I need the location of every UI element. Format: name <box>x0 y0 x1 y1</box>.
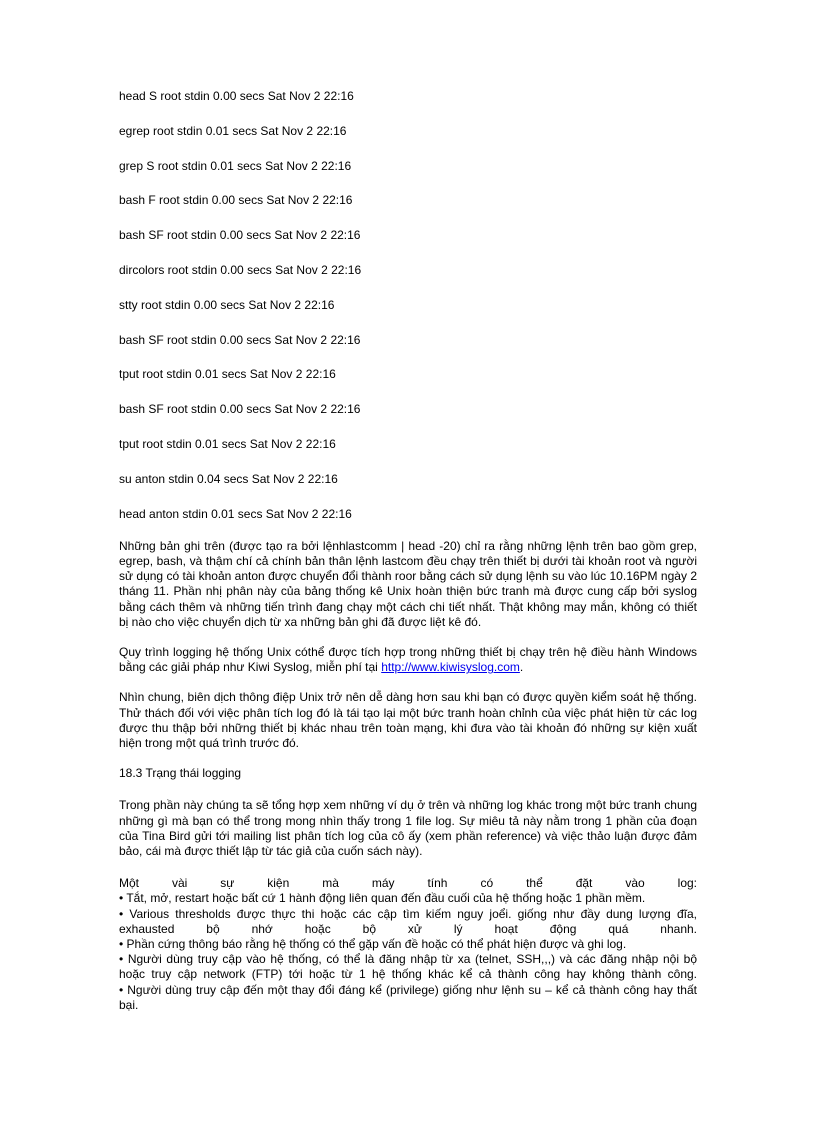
log-line: su anton stdin 0.04 secs Sat Nov 2 22:16 <box>119 471 338 486</box>
paragraph-kiwi-text: Quy trình logging hệ thống Unix cóthể được tích hợp trong những thiết bị chạy trên hệ điều hành Windows bằng các giải pháp như Kiwi Syslog, miễn phí tại <box>119 644 697 675</box>
log-line: bash SF root stdin 0.00 secs Sat Nov 2 22:16 <box>119 332 361 347</box>
log-line: bash F root stdin 0.00 secs Sat Nov 2 22:16 <box>119 193 353 208</box>
paragraph-kiwi-syslog <box>119 645 697 675</box>
paragraph-lastcomm: Những bản ghi trên (được tạo ra bởi lệnhlastcomm | head -20) chỉ ra rằng những lệnh trên bao gồm grep, egrep, bash, và thậm chí cả chính bản thân lệnh lastcom đều chạy trên thiết bị dưới tài khoản root và người sử dụng có tài khoản anton được chuyển đổi thành roor bằng cách sử dụng lệnh su vào lúc 10.16PM ngày 2 tháng 11. Phần nhị phân này của bảng thống kê Unix hoàn thiện bức tranh mà được cung cấp bởi syslog bằng cách thêm và những tiến trình đang chạy một cách chi tiết nhất. Thật không may mắn, không có thiết bị nào cho việc chuyển dịch từ xa những bản ghi đã được liệt kê đó. <box>119 538 697 629</box>
events-intro: Một vài sự kiện mà máy tính có thể đặt vào log: <box>119 876 697 891</box>
list-item: • Người dùng truy cập đến một thay đổi đáng kể (privilege) giống như lệnh su – kể cả thành công hay thất bại. <box>119 982 697 1012</box>
log-line: bash SF root stdin 0.00 secs Sat Nov 2 22:16 <box>119 228 361 243</box>
events-list <box>119 876 697 1013</box>
section-heading: 18.3 Trạng thái logging <box>119 766 242 781</box>
log-line: tput root stdin 0.01 secs Sat Nov 2 22:16 <box>119 436 336 451</box>
document-page <box>119 89 697 1013</box>
paragraph-kiwi-end: . <box>519 660 524 675</box>
log-line: egrep root stdin 0.01 secs Sat Nov 2 22:16 <box>119 123 347 138</box>
list-item: • Phần cứng thông báo rằng hệ thống có thể gặp vấn đề hoặc có thể phát hiện được và ghi log. <box>119 937 627 952</box>
paragraph-section-intro: Trong phần này chúng ta sẽ tổng hợp xem những ví dụ ở trên và những log khác trong một bức tranh chung những gì mà bạn có thể trong mong nhìn thấy trong 1 file log. Sự miêu tả này nằm trong 1 phần của đoạn của Tina Bird gửi tới mailing list phân tích log của cô ấy (xem phần reference) và việc thảo luận được đảm bảo, cái mà được thiết lập từ tác giả của cuốn sách này). <box>119 798 697 859</box>
log-listing <box>119 89 697 522</box>
log-line: tput root stdin 0.01 secs Sat Nov 2 22:16 <box>119 367 336 382</box>
log-line: dircolors root stdin 0.00 secs Sat Nov 2 22:16 <box>119 262 362 277</box>
log-line: head anton stdin 0.01 secs Sat Nov 2 22:16 <box>119 506 352 521</box>
kiwisyslog-link[interactable]: http://www.kiwisyslog.com <box>381 660 520 675</box>
list-item: • Tắt, mở, restart hoặc bất cứ 1 hành động liên quan đến đầu cuối của hệ thống hoặc 1 phần mềm. <box>119 891 646 906</box>
list-item: • Various thresholds được thực thi hoặc các cập tìm kiếm nguy joểi. giống như đầy dung lượng đĩa, exhausted bộ nhớ hoặc bộ xử lý hoạt động quá nhanh. <box>119 906 697 936</box>
log-line: bash SF root stdin 0.00 secs Sat Nov 2 22:16 <box>119 402 361 417</box>
list-item: • Người dùng truy cập vào hệ thống, có thể là đăng nhập từ xa (telnet, SSH,,,) và các đăng nhập nội bộ hoặc truy cập network (FTP) tới hoặc từ 1 hệ thống khác kể cả thành công hay không thành công. <box>119 952 697 982</box>
paragraph-overview: Nhìn chung, biên dịch thông điệp Unix trở nên dễ dàng hơn sau khi bạn có được quyền kiểm soát hệ thống. Thử thách đối với việc phân tích log đó là tái tạo lại một bức tranh hoàn chỉnh của việc phát hiện từ các log được thu thập bởi những thiết bị khác nhau trên toàn mạng, khi đưa vào tài khoản đó những sự kiện xuất hiện trong một quá trình trước đó. <box>119 690 697 750</box>
log-line: grep S root stdin 0.01 secs Sat Nov 2 22:16 <box>119 158 352 173</box>
log-line: head S root stdin 0.00 secs Sat Nov 2 22:16 <box>119 89 354 103</box>
log-line: stty root stdin 0.00 secs Sat Nov 2 22:16 <box>119 297 335 312</box>
